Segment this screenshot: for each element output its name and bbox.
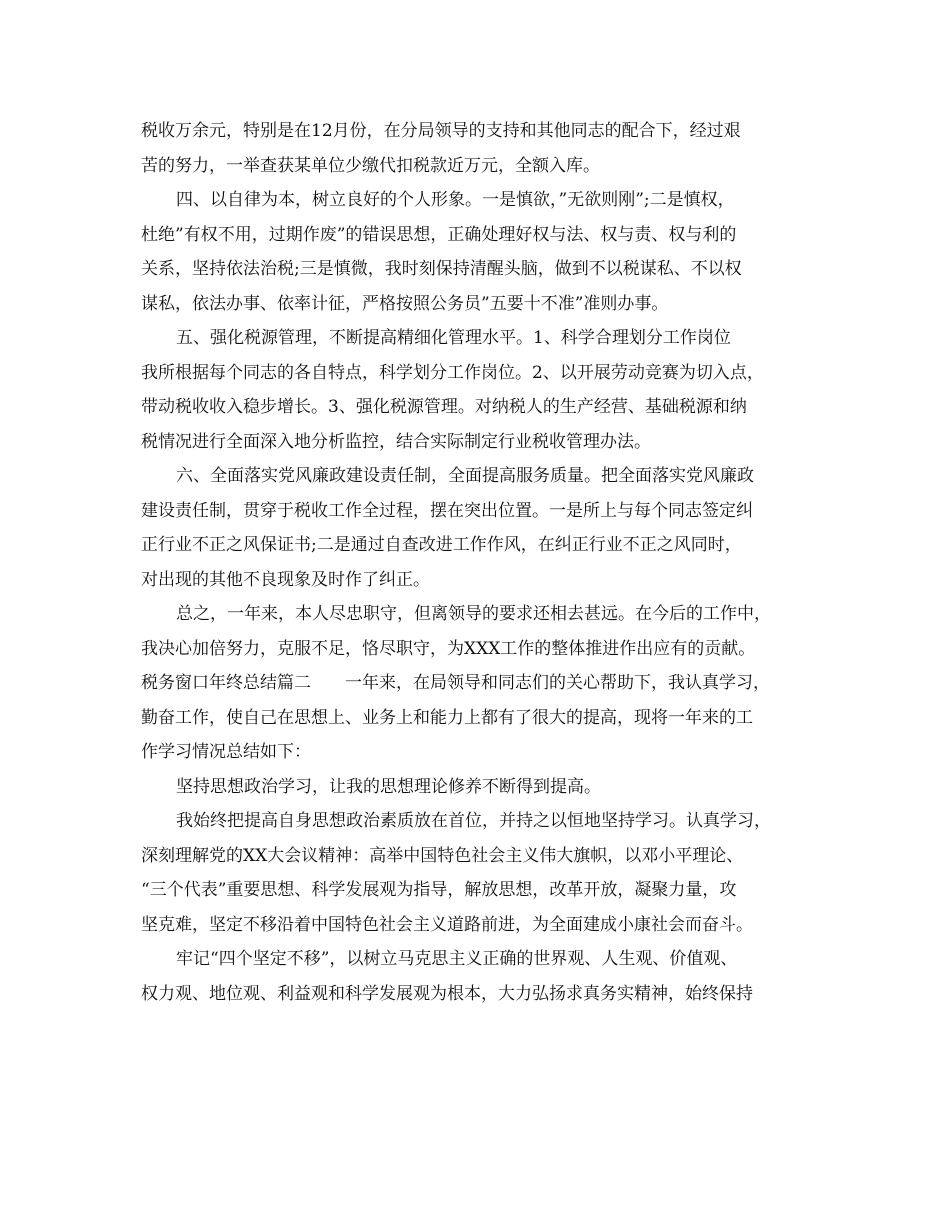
text-line: 税情况进行全面深入地分析监控，结合实际制定行业税收管理办法。 xyxy=(141,431,651,452)
text-line: 作学习情况总结如下： xyxy=(141,742,311,762)
text-line: 对出现的其他不良现象及时作了纠正。 xyxy=(141,569,430,590)
text-line: 权力观、地位观、利益观和科学发展观为根本，大力弘扬求真务实精神，始终保持 xyxy=(141,983,753,1004)
paragraph-start-line: 四、以自律为本，树立良好的个人形象。一是慎欲，”无欲则刚”;二是慎权， xyxy=(176,190,735,210)
text-line: 勤奋工作，使自己在思想上、业务上和能力上都有了很大的提高，现将一年来的工 xyxy=(141,707,753,728)
document-body xyxy=(141,114,831,1011)
text-line: 杜绝”有权不用，过期作废”的错误思想，正确处理好权与法、权与责、权与利的 xyxy=(141,224,737,245)
text-line: 税收万余元，特别是在12月份，在分局领导的支持和其他同志的配合下，经过艰 xyxy=(141,121,741,141)
text-line: 建设责任制，贯穿于税收工作全过程，摆在突出位置。一是所上与每个同志签定纠 xyxy=(141,500,753,521)
paragraph-start-line: 五、强化税源管理，不断提高精细化管理水平。1、科学合理划分工作岗位 xyxy=(176,328,731,348)
text-line: “三个代表”重要思想、科学发展观为指导，解放思想，改革开放，凝聚力量，攻 xyxy=(141,880,737,900)
text-line: 我决心加倍努力，克服不足，恪尽职守，为XXX工作的整体推进作出应有的贡献。 xyxy=(141,638,756,659)
text-line: 关系，坚持依法治税;三是慎微，我时刻保持清醒头脑，做到不以税谋私、不以权 xyxy=(141,259,742,279)
paragraph-start-line: 总之，一年来，本人尽忠职守，但离领导的要求还相去甚远。在今后的工作中， xyxy=(176,604,771,624)
section-title-line: 税务窗口年终总结篇二 一年来，在局领导和同志们的关心帮助下，我认真学习， xyxy=(141,673,770,693)
paragraph-start-line: 牢记“四个坚定不移”，以树立马克思主义正确的世界观、人生观、价值观、 xyxy=(176,949,738,969)
text-line: 苦的努力，一举查获某单位少缴代扣税款近万元，全额入库。 xyxy=(141,155,600,176)
paragraph-start-line: 坚持思想政治学习，让我的思想理论修养不断得到提高。 xyxy=(176,776,601,797)
text-line: 谋私，依法办事、依率计征，严格按照公务员”五要十不准”准则办事。 xyxy=(141,293,669,314)
text-line: 带动税收收入稳步增长。3、强化税源管理。对纳税人的生产经营、基础税源和纳 xyxy=(141,397,747,417)
paragraph-start-line: 六、全面落实党风廉政建设责任制，全面提高服务质量。把全面落实党风廉政 xyxy=(176,466,754,486)
text-line: 正行业不正之风保证书;二是通过自查改进工作作风，在纠正行业不正之风同时， xyxy=(141,535,742,555)
text-line: 深刻理解党的XX大会议精神：高举中国特色社会主义伟大旗帜，以邓小平理论、 xyxy=(141,845,744,866)
text-line: 我所根据每个同志的各自特点，科学划分工作岗位。2、以开展劳动竞赛为切入点， xyxy=(141,362,764,383)
text-line: 坚克难，坚定不移沿着中国特色社会主义道路前进，为全面建成小康社会而奋斗。 xyxy=(141,914,753,935)
paragraph-start-line: 我始终把提高自身思想政治素质放在首位，并持之以恒地坚持学习。认真学习， xyxy=(176,811,771,831)
